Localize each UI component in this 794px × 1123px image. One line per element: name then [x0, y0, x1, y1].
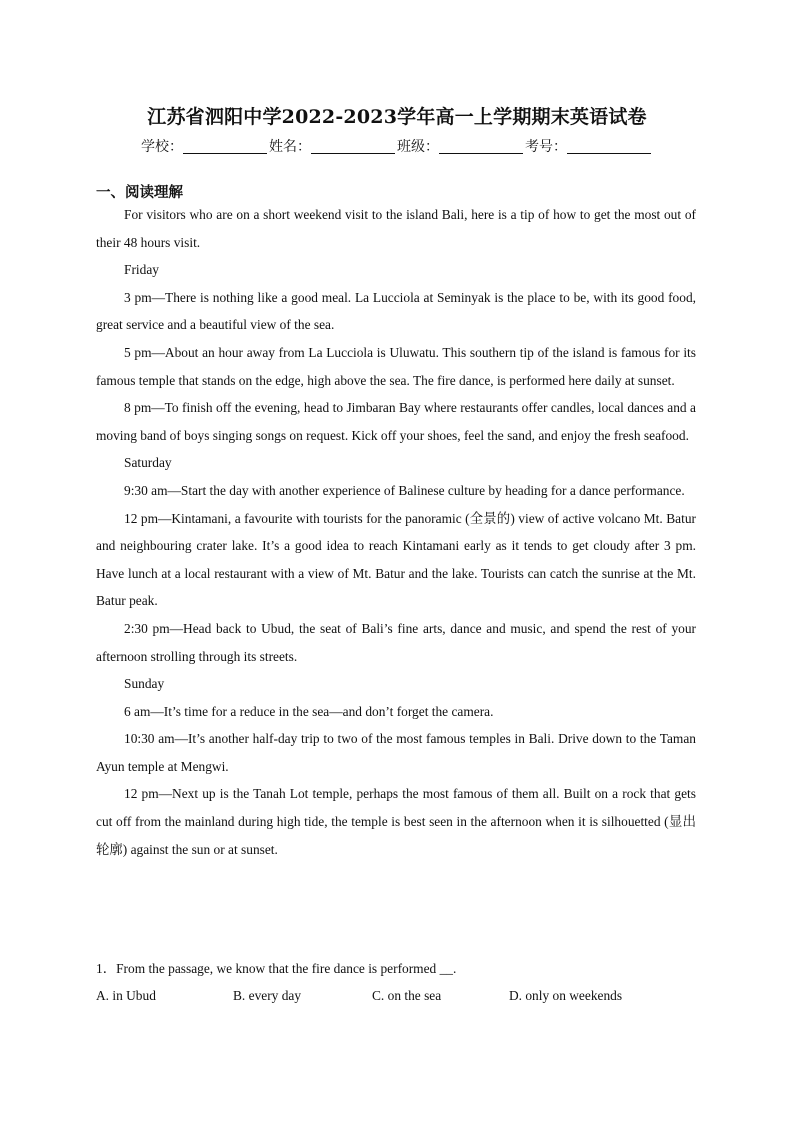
- option-d[interactable]: D. only on weekends: [509, 988, 623, 1003]
- section-heading: 一、阅读理解: [96, 185, 183, 201]
- option-b[interactable]: B. every day: [233, 988, 302, 1003]
- answer-options: [96, 982, 696, 1009]
- passage-paragraph: 3 pm—There is nothing like a good meal. La Lucciola at Seminyak is the place to be, with its good food, great service and a beautiful view of the sea.: [96, 289, 696, 333]
- question-1: [96, 955, 696, 1009]
- passage-paragraph: 12 pm—Kintamani, a favourite with tourists for the panoramic (全景的) view of active volcano Mt. Batur and neighbouring crater lake. It’s a good idea to reach Kintamani early as it tends to get cloudy after 3 pm. Have lunch at a local restaurant with a view of Mt. Batur and the lake. Tourists can catch the sunrise at the Mt. Batur peak.: [96, 510, 696, 609]
- school-blank[interactable]: [183, 139, 267, 154]
- exam-title: 江苏省泗阳中学2022-2023学年高一上学期期末英语试卷: [147, 106, 647, 128]
- passage-paragraph: 10:30 am—It’s another half-day trip to two of the most famous temples in Bali. Drive down to the Taman Ayun temple at Mengwi.: [96, 731, 696, 774]
- class-label: 班级：: [397, 139, 439, 155]
- passage-day-heading: Sunday: [124, 676, 165, 692]
- exam-number-label: 考号：: [525, 139, 567, 155]
- passage-paragraph: 2:30 pm—Head back to Ubud, the seat of Bali’s fine arts, dance and music, and spend the rest of your afternoon strolling through its streets.: [96, 620, 696, 664]
- student-info-line: [0, 136, 794, 156]
- name-label: 姓名：: [269, 139, 311, 155]
- passage-paragraph: 8 pm—To finish off the evening, head to Jimbaran Bay where restaurants offer candles, local dances and a moving band of boys singing songs on request. Kick off your shoes, feel the sand, and enjoy the fresh seafood.: [96, 400, 696, 443]
- school-label: 学校：: [141, 139, 183, 155]
- class-blank[interactable]: [439, 139, 523, 154]
- passage-paragraph: 12 pm—Next up is the Tanah Lot temple, perhaps the most famous of them all. Built on a rock that gets cut off from the mainland during high tide, the temple is best seen in the afternoon when it is silhouetted (显出轮廓) against the sun or at sunset.: [96, 786, 696, 857]
- passage-day-heading: Saturday: [124, 455, 172, 471]
- name-blank[interactable]: [311, 139, 395, 154]
- passage-paragraph: 6 am—It’s time for a reduce in the sea—and don’t forget the camera.: [124, 703, 494, 719]
- passage-paragraph: 9:30 am—Start the day with another experience of Balinese culture by heading for a dance performance.: [124, 482, 685, 498]
- option-c[interactable]: C. on the sea: [372, 988, 442, 1003]
- passage-paragraph: For visitors who are on a short weekend visit to the island Bali, here is a tip of how to get the most out of their 48 hours visit.: [96, 207, 696, 250]
- reading-passage: [96, 201, 696, 863]
- exam-number-blank[interactable]: [567, 139, 651, 154]
- passage-paragraph: 5 pm—About an hour away from La Lucciola is Uluwatu. This southern tip of the island is famous for its famous temple that stands on the edge, high above the sea. The fire dance, is performed here daily at sunset.: [96, 344, 696, 388]
- question-stem: 1．From the passage, we know that the fire dance is performed __.: [96, 961, 457, 976]
- passage-day-heading: Friday: [124, 262, 159, 278]
- option-a[interactable]: A. in Ubud: [96, 988, 156, 1003]
